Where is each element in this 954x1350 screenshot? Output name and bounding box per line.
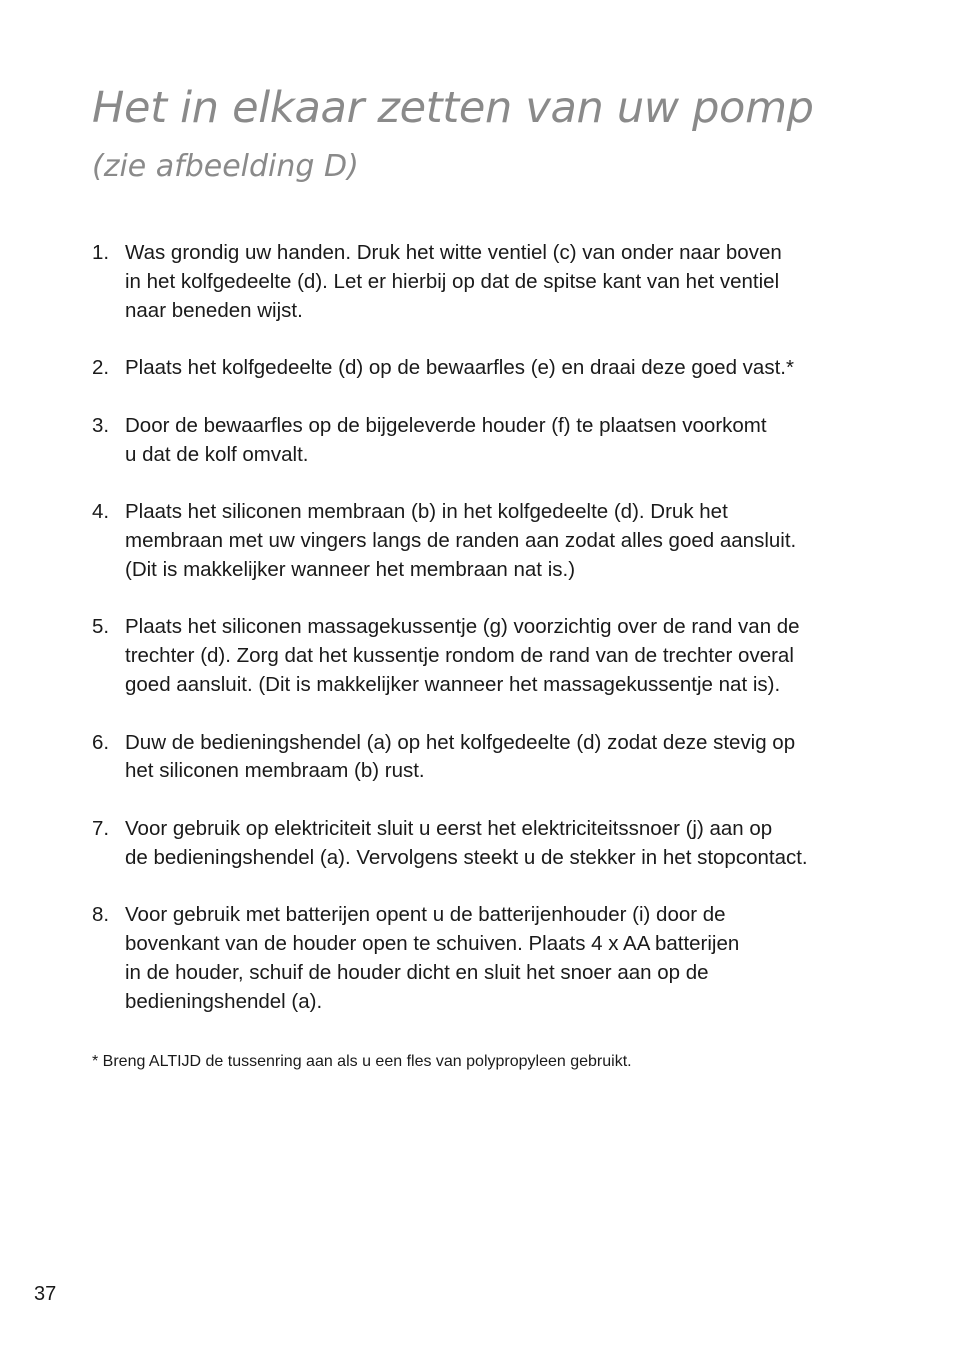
page-subtitle: (zie afbeelding D) [92,149,359,184]
step-number: 4. [92,500,110,524]
list-item [92,901,882,1016]
step-text: Plaats het siliconen massagekussentje (g) voorzichtig over de rand van de trechter (d). Zorg dat het kussentje rondom de rand van de trechter overal goed aansluit. (Dit is makkelijker wanneer het massagekussentje nat is). [125,615,800,696]
assembly-steps-list [92,239,882,1045]
step-number: 2. [92,356,110,380]
list-item [92,613,882,699]
footnote: * Breng ALTIJD de tussenring aan als u een fles van polypropyleen gebruikt. [92,1053,632,1070]
list-item [92,815,882,873]
step-text: Duw de bedieningshendel (a) op het kolfgedeelte (d) zodat deze stevig op het siliconen membraam (b) rust. [125,730,796,783]
page-title: Het in elkaar zetten van uw pomp [92,83,814,133]
step-text: Plaats het siliconen membraan (b) in het kolfgedeelte (d). Druk het membraan met uw vingers langs de randen aan zodat alles goed aansluit. (Dit is makkelijker wanneer het membraan nat is.) [125,500,797,581]
step-text: Door de bewaarfles op de bijgeleverde houder (f) te plaatsen voorkomt u dat de kolf omvalt. [125,413,767,466]
step-number: 7. [92,816,110,840]
step-text: Was grondig uw handen. Druk het witte ventiel (c) van onder naar boven in het kolfgedeelte (d). Let er hierbij op dat de spitse kant van het ventiel naar beneden wijst. [125,241,782,322]
list-item [92,412,882,470]
step-number: 1. [92,241,110,264]
list-item [92,498,882,584]
step-number: 5. [92,615,110,639]
step-number: 6. [92,730,110,754]
step-number: 8. [92,903,110,927]
step-text: Plaats het kolfgedeelte (d) op de bewaarfles (e) en draai deze goed vast.* [125,356,794,380]
step-text: Voor gebruik met batterijen opent u de batterijenhouder (i) door de bovenkant van de houder open te schuiven. Plaats 4 x AA batterijen in de houder, schuif de houder dicht en sluit het snoer aan op de bedieningshendel (a). [125,903,740,1013]
step-text: Voor gebruik op elektriciteit sluit u eerst het elektriciteitssnoer (j) aan op de bedieningshendel (a). Vervolgens steekt u de stekker in het stopcontact. [125,816,808,869]
list-item [92,239,882,325]
step-number: 3. [92,413,110,437]
list-item [92,729,882,787]
page-number: 37 [34,1283,57,1305]
list-item [92,354,882,383]
